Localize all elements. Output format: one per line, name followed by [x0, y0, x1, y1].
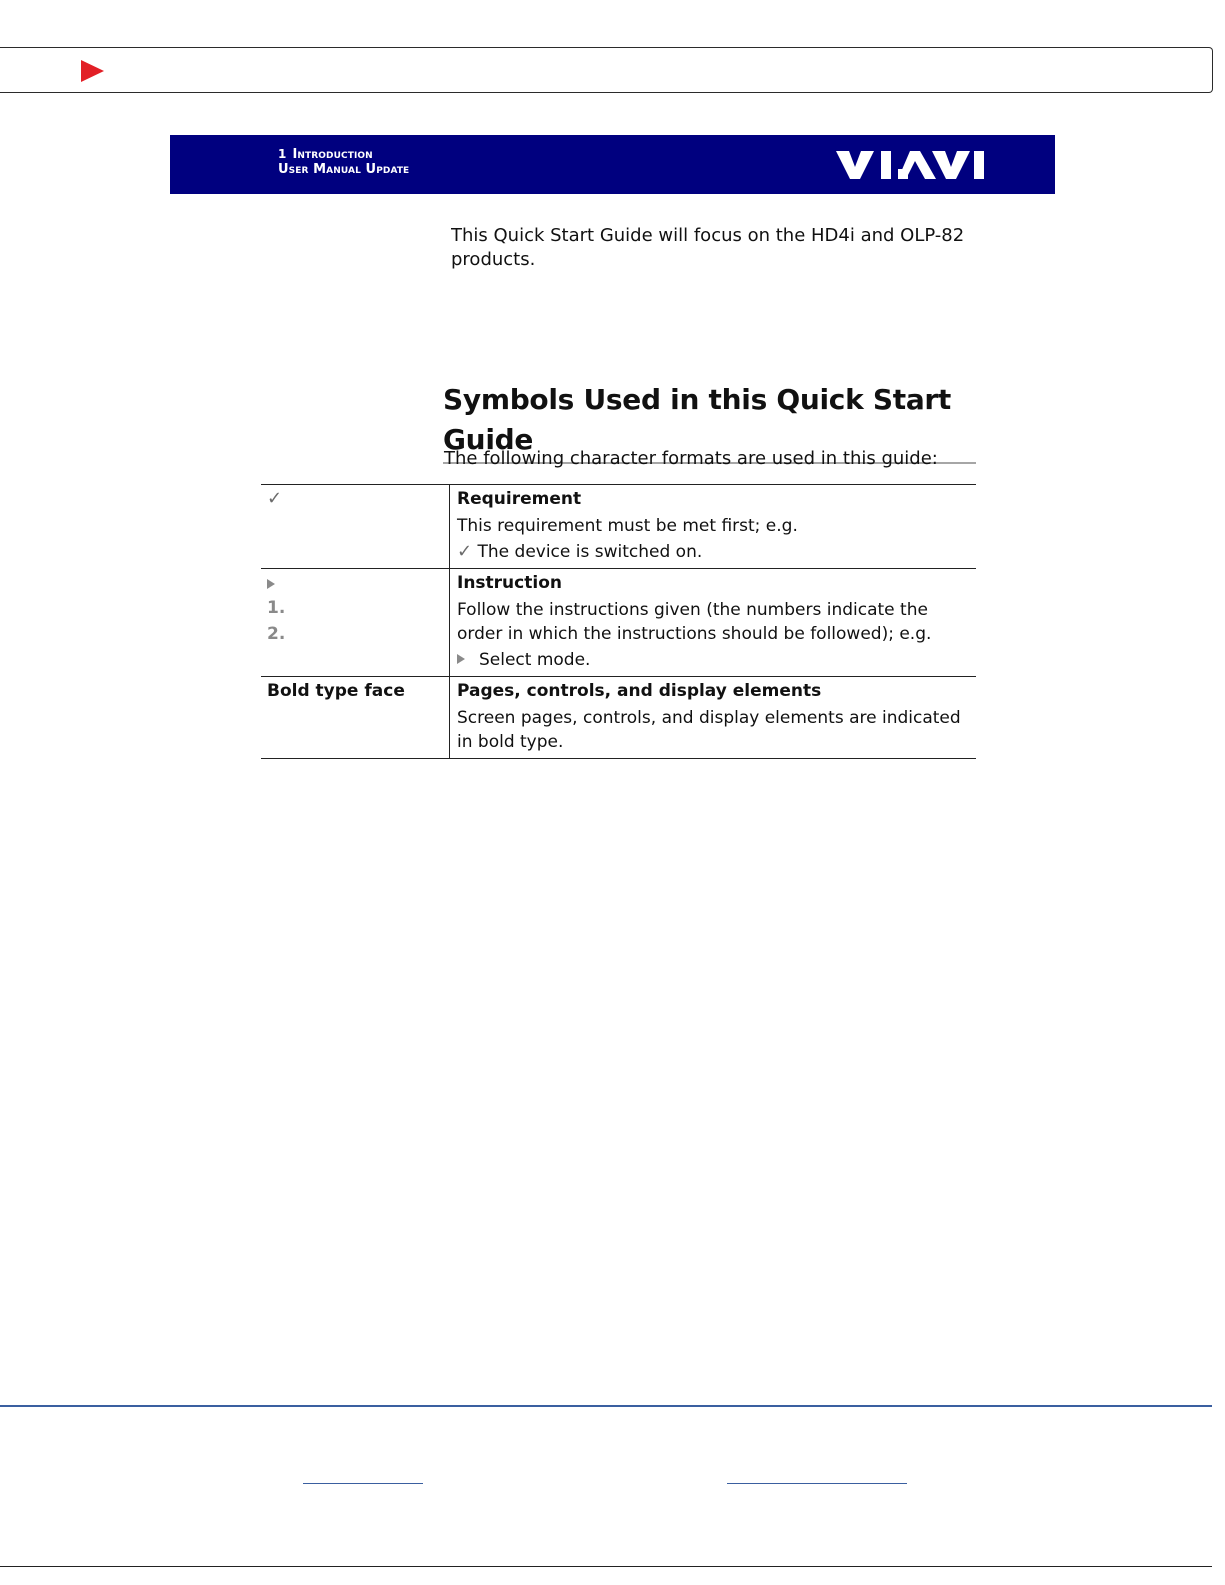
section-lead: The following character formats are used in this guide:: [444, 448, 938, 469]
example-text: Select mode.: [479, 650, 591, 670]
step-number: 2.: [267, 624, 286, 644]
format-title: Pages, controls, and display elements: [457, 681, 822, 701]
symbol-cell: [261, 569, 450, 677]
formats-table: [261, 484, 976, 759]
description-cell: [450, 485, 977, 569]
footer-link-underline[interactable]: [727, 1483, 907, 1484]
bottom-divider: [0, 1566, 1212, 1567]
chapter-subtitle: User Manual Update: [278, 162, 410, 177]
chapter-header: [278, 147, 409, 177]
chapter-title: Introduction: [292, 147, 373, 162]
intro-paragraph: This Quick Start Guide will focus on the HD4i and OLP-82 products.: [451, 225, 965, 270]
viavi-logo: [836, 149, 986, 181]
footer-link-underline[interactable]: [303, 1483, 423, 1484]
format-example: [457, 648, 976, 672]
description-cell: [450, 677, 977, 759]
example-text: The device is switched on.: [477, 542, 703, 562]
format-title: Requirement: [457, 489, 582, 509]
format-description: Screen pages, controls, and display elements are indicated in bold type.: [457, 708, 961, 752]
checkmark-icon: ✓: [267, 488, 283, 509]
checkmark-icon: ✓: [457, 541, 473, 562]
format-title: Instruction: [457, 573, 562, 593]
truncated-text-line: [451, 271, 981, 275]
bold-sample-text: Bold type face: [267, 681, 405, 701]
play-icon[interactable]: [81, 60, 104, 82]
description-cell: [450, 569, 977, 677]
page-header-banner: [170, 135, 1055, 194]
symbol-cell: [261, 677, 450, 759]
triangle-bullet-icon: [457, 654, 465, 664]
format-example: [457, 540, 976, 564]
table-row: [261, 677, 976, 759]
symbol-cell: [261, 485, 450, 569]
top-toolbar: [0, 47, 1213, 93]
footer-divider: [0, 1405, 1212, 1407]
section-heading: Symbols Used in this Quick Start Guide: [443, 380, 976, 464]
table-row: [261, 485, 976, 569]
triangle-bullet-icon: [267, 579, 275, 589]
step-number: 1.: [267, 598, 286, 618]
format-description: Follow the instructions given (the numbers indicate the order in which the instructions should be followed); e.g.: [457, 600, 932, 644]
format-description: This requirement must be met first; e.g.: [457, 516, 798, 536]
chapter-number: 1: [278, 147, 287, 161]
table-row: [261, 569, 976, 677]
